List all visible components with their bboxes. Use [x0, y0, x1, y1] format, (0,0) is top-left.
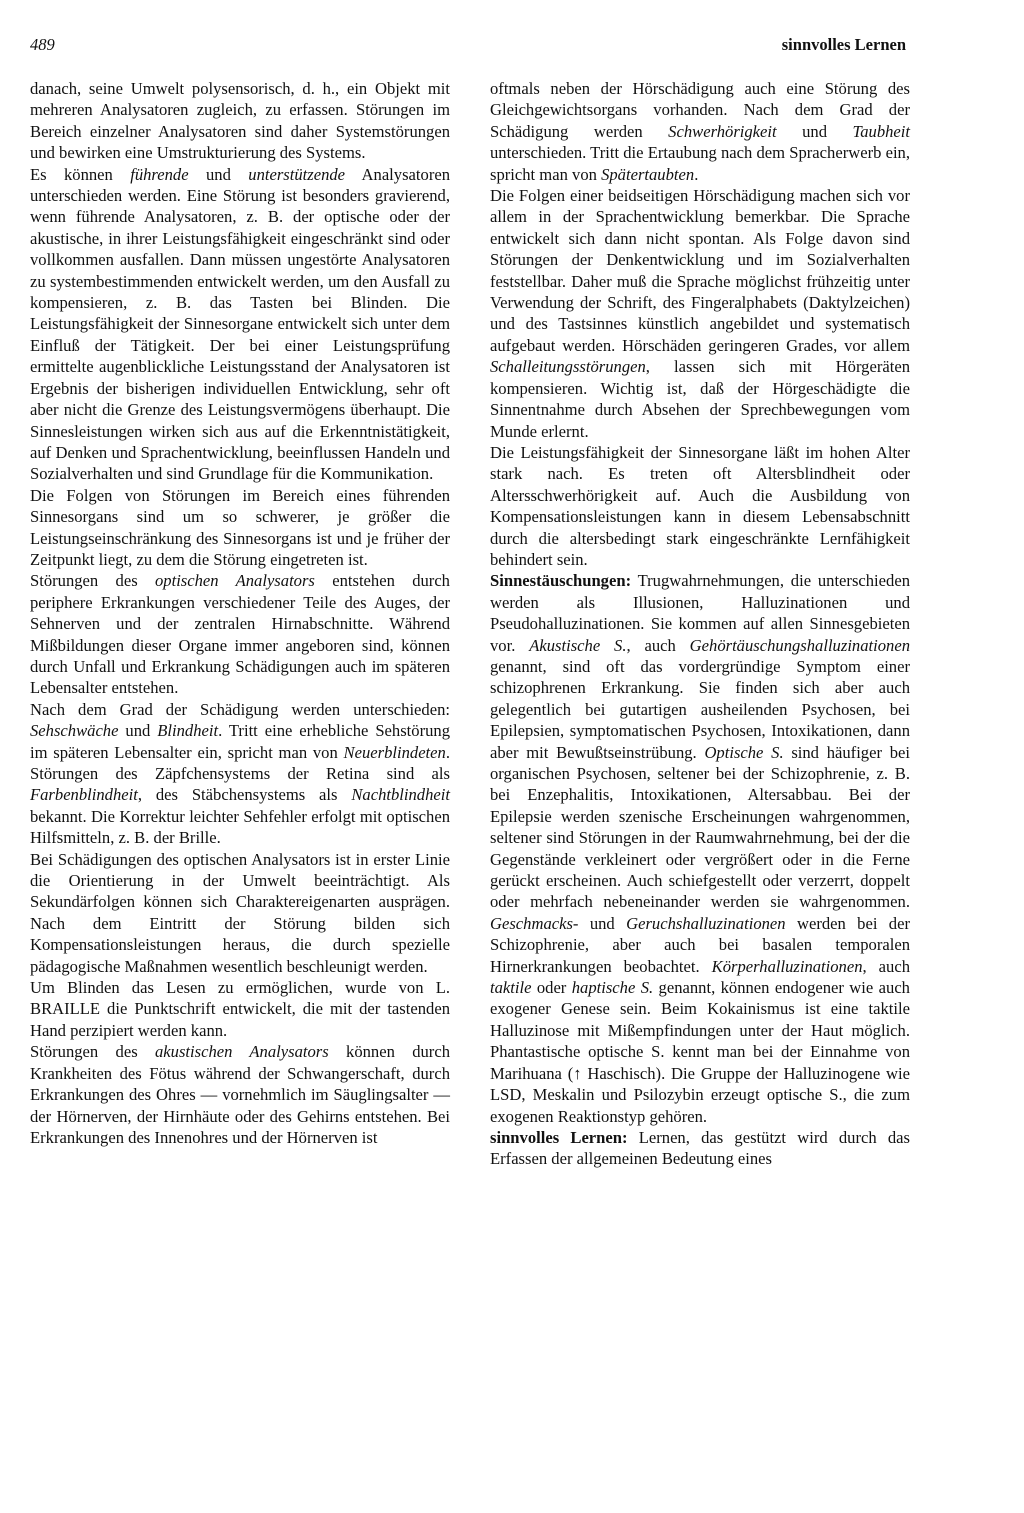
text-run: Trugwahrnehmungen, die unterschieden werden als Illusionen, Halluzinationen und Pseudohalluzinationen. Sie kommen auf allen Sinnesgebieten vor. — [490, 571, 910, 655]
text-run: und — [578, 913, 627, 933]
emphasized-term: Geruchshalluzinationen — [626, 913, 786, 933]
text-run: Analysatoren unterschieden werden. Eine Störung ist besonders gravierend, wenn führende Analysatoren, z. B. der optische oder der akustische, in ihrer Leistungsfähigkeit eingeschränkt sind oder vollkommen ausfallen. Dann müssen ungestörte Analysatoren zu systembestimmenden entwickelt werden, um den Ausfall zu kompensieren, z. B. das Tasten bei Blinden. Die Leistungsfähigkeit der Sinnesorgane entwickelt sich unter dem Einfluß der Tätigkeit. Der bei einer Leistungsprüfung ermittelte augenblickliche Leistungsstand der Analysatoren ist Ergebnis der bisherigen individuellen Entwicklung, sehr oft aber nicht die Grenze des Leistungsvermögens überhaupt. Die Sinnesleistungen wirken sich aus auf die Erkenntnistätigkeit, auf Denken und Sprachentwicklung, beeinflussen Handeln und Sozialverhalten und sind Grundlage für die Kommunikation. — [30, 164, 451, 484]
text-run: , des Stäbchensystems als — [137, 785, 352, 805]
text-run: oftmals neben der Hörschädigung auch eine Störung des Gleichgewichtsorgans vorhanden. Nach dem Grad der Schädigung werden — [490, 79, 910, 141]
emphasized-term: Akustische S. — [529, 635, 627, 655]
text-run: , lassen sich mit Hörgeräten kompensieren. Wichtig ist, daß der Hörgeschädigte die Sinnentnahme durch Absehen der Sprechbewegungen vom Munde erlernt. — [490, 357, 910, 441]
text-run: , auch — [862, 956, 910, 976]
emphasized-term: Spätertaubten — [601, 164, 695, 184]
text-run: bekannt. Die Korrektur leichter Sehfehler erfolgt mit optischen Hilfsmitteln, z. B. der Brille. — [30, 806, 450, 848]
text-run: genannt, sind oft das vordergründige Symptom einer schizophrenen Erkrankung. Sie finden sich aber auch gelegentlich bei gutartigen ausheilenden Psychosen, bei Epilepsien, symptomatischen Psychosen, Intoxikationen, dann aber mit Bewußtseinstrübung. — [490, 656, 910, 762]
paragraph — [490, 1127, 910, 1170]
text-run: oder — [531, 978, 572, 998]
text-run: . Störungen des Zäpfchensystems der Retina sind als — [30, 742, 450, 783]
emphasized-term: Taubheit — [852, 121, 910, 141]
text-run: unterschieden. Tritt die Ertaubung nach dem Spracherwerb ein, spricht man von — [490, 143, 910, 184]
text-run: genannt, können endogener wie auch exogener Genese sein. Beim Kokainismus ist eine taktile Halluzinose mit Mißempfindungen unter der Haut möglich. Phantastische optische S. kennt man bei der Einnahme von Marihuana (↑ Haschisch). Die Gruppe der Halluzinogene wie LSD, Meskalin und Psilozybin erzeugt optische S., die zum exogenen Reaktionstyp gehören. — [490, 978, 910, 1126]
text-run: werden bei der Schizophrenie, aber auch bei basalen temporalen Hirnerkrankungen beobachtet. — [490, 913, 910, 976]
text-run: Die Folgen von Störungen im Bereich eines führenden Sinnesorgans sind um so schwerer, je größer die Leistungseinschränkung des Sinnesorgans ist und je früher der Zeitpunkt liegt, zu dem die Störung eingetreten ist. — [30, 485, 450, 569]
text-run: Die Leistungsfähigkeit der Sinnesorgane läßt im hohen Alter stark nach. Es treten oft Altersblindheit oder Altersschwerhörigkeit auf. Auch die Ausbildung von Kompensationsleistungen kann in diesem Lebensabschnitt durch die altersbedingt stark eingeschränkte Lernfähigkeit behindert sein. — [490, 442, 910, 569]
text-column-right — [490, 78, 910, 1170]
paragraph — [30, 849, 450, 977]
emphasized-term: akustischen Analysators — [154, 1042, 329, 1062]
paragraph — [490, 78, 910, 185]
page-number: 489 — [30, 35, 55, 54]
text-run: und — [188, 164, 249, 184]
text-run: . — [694, 164, 699, 184]
emphasized-term: Geschmacks- — [490, 913, 579, 933]
emphasized-term: Körperhalluzinationen — [711, 956, 863, 976]
text-run: entstehen durch periphere Erkrankungen verschiedener Teile des Auges, der Sehnerven und der zentralen Hirnabschnitte. Während Mißbildungen dieser Organe immer angeboren sind, können durch Unfall und Erkrankung Schädigungen auch im späteren Lebensalter entstehen. — [30, 571, 450, 698]
emphasized-term: Schwerhörigkeit — [668, 121, 777, 141]
emphasized-term: Schalleitungsstörungen — [490, 357, 646, 377]
paragraph — [30, 164, 450, 485]
text-run: Lernen, das gestützt wird durch das Erfassen der allgemeinen Bedeutung eines — [490, 1127, 910, 1169]
paragraph — [490, 185, 910, 442]
text-run: Nach dem Grad der Schädigung werden unterschieden: — [30, 699, 450, 719]
paragraph — [30, 485, 450, 571]
text-run: Es können — [30, 164, 131, 184]
running-head-keyword: sinnvolles Lernen — [781, 35, 906, 54]
text-run: und — [776, 121, 853, 141]
paragraph — [30, 78, 450, 164]
emphasized-term: haptische S. — [571, 978, 654, 998]
emphasized-term: taktile — [490, 978, 532, 998]
emphasized-term: Blindheit — [157, 721, 219, 741]
emphasized-term: Farbenblindheit — [30, 785, 138, 805]
paragraph — [30, 570, 450, 698]
text-run: , auch — [626, 635, 690, 655]
text-run: danach, seine Umwelt polysensorisch, d. h., ein Objekt mit mehreren Analysatoren zugleich, zu erfassen. Störungen im Bereich einzelner Analysatoren sind daher Systemstörungen und bewirken eine Umstrukturierung des Systems. — [30, 79, 450, 163]
entry-headword: Sinnestäuschungen: — [490, 571, 632, 591]
emphasized-term: führende — [130, 164, 189, 184]
paragraph — [490, 570, 910, 1127]
text-run: Um Blinden das Lesen zu ermöglichen, wurde von L. BRAILLE die Punktschrift entwickelt, die mit der tastenden Hand perzipiert werden kann. — [30, 978, 450, 1040]
text-run: und — [118, 721, 158, 741]
entry-headword: sinnvolles Lernen: — [490, 1127, 628, 1147]
text-run: können durch Krankheiten des Fötus während der Schwangerschaft, durch Erkrankungen des Ohres — vornehmlich im Säuglingsalter — der Hörnerven, der Hirnhäute oder des Gehirns entstehen. Bei Erkrankungen des Innenohres und der Hörnerven ist — [30, 1042, 450, 1147]
text-run: Störungen des — [30, 1042, 155, 1062]
emphasized-term: Gehörtäuschungshalluzinationen — [689, 635, 910, 655]
emphasized-term: Sehschwäche — [30, 721, 119, 741]
text-run: sind häufiger bei organischen Psychosen, seltener bei der Schizophrenie, z. B. bei Enzephalitis, Intoxikationen, Altersabbau. Bei der Epilepsie werden szenische Erscheinungen wahrgenommen, seltener sind Störungen in der Raumwahrnehmung, bei der die Gegenstände verkleinert oder vergrößert oder in die Ferne gerückt erscheinen. Auch schiefgestellt oder verzerrt, doppelt oder mehrfach nebeneinander werden sie wahrgenommen. — [490, 742, 910, 912]
paragraph — [490, 442, 910, 570]
emphasized-term: optischen Analysators — [154, 571, 315, 591]
text-run: Bei Schädigungen des optischen Analysators ist in erster Linie die Orientierung in der Umwelt beeinträchtigt. Als Sekundärfolgen können sich Charaktereigenarten ausprägen. Nach dem Eintritt der Störung bilden sich Kompensationsleistungen heraus, die durch spezielle pädagogische Maßnahmen wesentlich beschleunigt werden. — [30, 849, 450, 976]
paragraph — [30, 1041, 450, 1148]
emphasized-term: Optische S. — [704, 742, 784, 762]
text-run: Die Folgen einer beidseitigen Hörschädigung machen sich vor allem in der Sprachentwicklung bemerkbar. Die Sprache entwickelt sich dann nicht spontan. Als Folge davon sind Störungen der Denkentwicklung und im Sozialverhalten feststellbar. Daher muß die Sprache möglichst frühzeitig unter Verwendung der Schrift, des Fingeralphabets (Daktylzeichen) und des Tastsinnes künstlich angebildet und systematisch aufgebaut werden. Hörschäden geringeren Grades, vor allem — [490, 186, 910, 355]
text-run: Störungen des — [30, 571, 155, 591]
paragraph — [30, 977, 450, 1041]
emphasized-term: Nachtblindheit — [351, 785, 450, 805]
paragraph — [30, 699, 450, 849]
emphasized-term: unterstützende — [248, 164, 346, 184]
text-run: . Tritt eine erhebliche Sehstörung im späteren Lebensalter ein, spricht man von — [30, 721, 450, 762]
text-column-left — [30, 78, 450, 1148]
emphasized-term: Neuerblindeten — [343, 742, 446, 762]
